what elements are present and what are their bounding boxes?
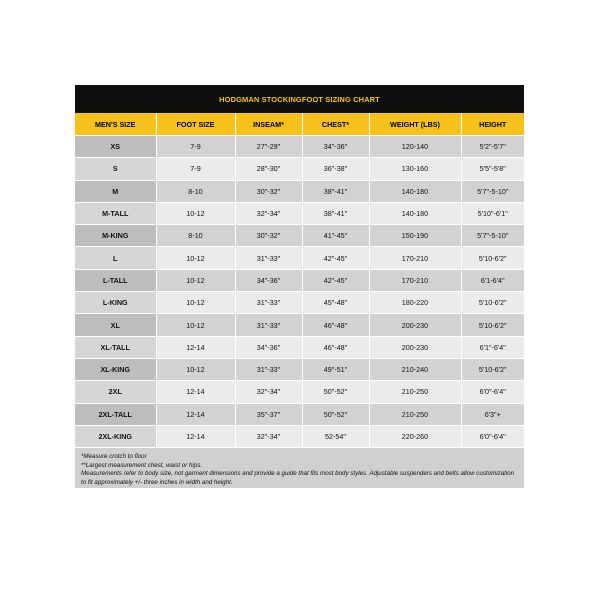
cell-weight: 140-180 xyxy=(369,180,461,202)
cell-inseam: 34"-36" xyxy=(235,269,302,291)
cell-mens-size: M xyxy=(75,180,156,202)
header-row xyxy=(75,113,524,136)
cell-chest: 42"-45" xyxy=(302,247,369,269)
sizing-chart xyxy=(75,85,524,488)
cell-inseam: 32"-34" xyxy=(235,381,302,403)
cell-foot-size: 8-10 xyxy=(156,225,235,247)
cell-inseam: 32"-34" xyxy=(235,202,302,224)
header-inseam: INSEAM* xyxy=(235,113,302,136)
table-row xyxy=(75,381,524,403)
cell-foot-size: 10-12 xyxy=(156,314,235,336)
header-chest: CHEST* xyxy=(302,113,369,136)
header-foot-size: FOOT SIZE xyxy=(156,113,235,136)
cell-weight: 180-220 xyxy=(369,292,461,314)
cell-mens-size: XL-TALL xyxy=(75,336,156,358)
cell-inseam: 27"-29" xyxy=(235,136,302,158)
cell-inseam: 35"-37" xyxy=(235,403,302,425)
table-row xyxy=(75,158,524,180)
cell-height: 6'1"-6'4" xyxy=(461,336,524,358)
table-row xyxy=(75,202,524,224)
cell-height: 5'10-6'2" xyxy=(461,292,524,314)
cell-chest: 36"-38" xyxy=(302,158,369,180)
cell-chest: 45"-48" xyxy=(302,292,369,314)
cell-inseam: 31"-33" xyxy=(235,314,302,336)
chart-title-bar xyxy=(75,85,524,113)
cell-inseam: 30"-32" xyxy=(235,180,302,202)
table-row xyxy=(75,136,524,158)
cell-mens-size: S xyxy=(75,158,156,180)
cell-foot-size: 10-12 xyxy=(156,358,235,380)
cell-weight: 210-250 xyxy=(369,403,461,425)
cell-mens-size: L-TALL xyxy=(75,269,156,291)
header-weight: WEIGHT (LBS) xyxy=(369,113,461,136)
cell-chest: 46"-48" xyxy=(302,314,369,336)
cell-mens-size: M-KING xyxy=(75,225,156,247)
cell-foot-size: 8-10 xyxy=(156,180,235,202)
table-row xyxy=(75,225,524,247)
cell-inseam: 32"-34" xyxy=(235,425,302,447)
cell-foot-size: 7-9 xyxy=(156,158,235,180)
cell-height: 6'3"+ xyxy=(461,403,524,425)
cell-height: 5'10-6'2" xyxy=(461,358,524,380)
cell-mens-size: 2XL-KING xyxy=(75,425,156,447)
cell-chest: 42"-45" xyxy=(302,269,369,291)
cell-weight: 210-240 xyxy=(369,358,461,380)
table-row xyxy=(75,292,524,314)
cell-foot-size: 10-12 xyxy=(156,269,235,291)
cell-foot-size: 12-14 xyxy=(156,425,235,447)
table-row xyxy=(75,358,524,380)
cell-foot-size: 10-12 xyxy=(156,247,235,269)
cell-chest: 34"-36" xyxy=(302,136,369,158)
header-height: HEIGHT xyxy=(461,113,524,136)
cell-inseam: 31"-33" xyxy=(235,247,302,269)
cell-chest: 52-54" xyxy=(302,425,369,447)
cell-weight: 220-260 xyxy=(369,425,461,447)
cell-foot-size: 12-14 xyxy=(156,403,235,425)
cell-chest: 49"-51" xyxy=(302,358,369,380)
cell-height: 5'2"-5'7" xyxy=(461,136,524,158)
sizing-table xyxy=(75,113,524,448)
footnote-inseam: *Measure crotch to floor xyxy=(81,453,147,461)
table-row xyxy=(75,403,524,425)
cell-weight: 200-230 xyxy=(369,314,461,336)
cell-weight: 130-160 xyxy=(369,158,461,180)
cell-chest: 46"-48" xyxy=(302,336,369,358)
cell-height: 6'1-6'4" xyxy=(461,269,524,291)
cell-weight: 120-140 xyxy=(369,136,461,158)
cell-height: 5'10-6'2" xyxy=(461,314,524,336)
cell-foot-size: 10-12 xyxy=(156,292,235,314)
cell-mens-size: L-KING xyxy=(75,292,156,314)
cell-height: 6'0"-6'4" xyxy=(461,381,524,403)
cell-mens-size: XL-KING xyxy=(75,358,156,380)
cell-mens-size: XS xyxy=(75,136,156,158)
cell-height: 5'7"-5-10" xyxy=(461,180,524,202)
footnotes xyxy=(75,448,524,488)
cell-mens-size: XL xyxy=(75,314,156,336)
cell-foot-size: 12-14 xyxy=(156,336,235,358)
table-row xyxy=(75,247,524,269)
cell-height: 5'5"-5'8" xyxy=(461,158,524,180)
cell-chest: 38"-41" xyxy=(302,202,369,224)
cell-weight: 170-210 xyxy=(369,247,461,269)
table-row xyxy=(75,425,524,447)
cell-weight: 150-190 xyxy=(369,225,461,247)
cell-inseam: 30"-32" xyxy=(235,225,302,247)
cell-weight: 170-210 xyxy=(369,269,461,291)
cell-height: 5'10-6'2" xyxy=(461,247,524,269)
cell-mens-size: 2XL xyxy=(75,381,156,403)
cell-inseam: 28"-30" xyxy=(235,158,302,180)
footnote-measurements: Measurements refer to body size, not garment dimensions and provide a guide that fits most body styles. Adjustable suspenders and belts allow customization to fit approximately +/- three inches in width and height. xyxy=(81,470,515,486)
cell-chest: 50"-52" xyxy=(302,381,369,403)
cell-inseam: 34"-36" xyxy=(235,336,302,358)
cell-chest: 41"-45" xyxy=(302,225,369,247)
cell-foot-size: 12-14 xyxy=(156,381,235,403)
cell-mens-size: M-TALL xyxy=(75,202,156,224)
cell-inseam: 31"-33" xyxy=(235,358,302,380)
cell-weight: 210-250 xyxy=(369,381,461,403)
table-row xyxy=(75,314,524,336)
cell-weight: 140-180 xyxy=(369,202,461,224)
cell-mens-size: L xyxy=(75,247,156,269)
cell-height: 6'0"-6'4" xyxy=(461,425,524,447)
cell-chest: 38"-41" xyxy=(302,180,369,202)
chart-title: HODGMAN STOCKINGFOOT SIZING CHART xyxy=(219,94,380,104)
cell-height: 5'7"-5-10" xyxy=(461,225,524,247)
cell-foot-size: 10-12 xyxy=(156,202,235,224)
cell-weight: 200-230 xyxy=(369,336,461,358)
cell-height: 5'10"-6'1" xyxy=(461,202,524,224)
table-row xyxy=(75,180,524,202)
cell-chest: 50"-52" xyxy=(302,403,369,425)
table-row xyxy=(75,269,524,291)
footnote-chest: **Largest measurement chest, waist or hips. xyxy=(81,461,203,469)
header-mens-size: MEN'S SIZE xyxy=(75,113,156,136)
cell-inseam: 31"-33" xyxy=(235,292,302,314)
cell-mens-size: 2XL-TALL xyxy=(75,403,156,425)
table-row xyxy=(75,336,524,358)
cell-foot-size: 7-9 xyxy=(156,136,235,158)
